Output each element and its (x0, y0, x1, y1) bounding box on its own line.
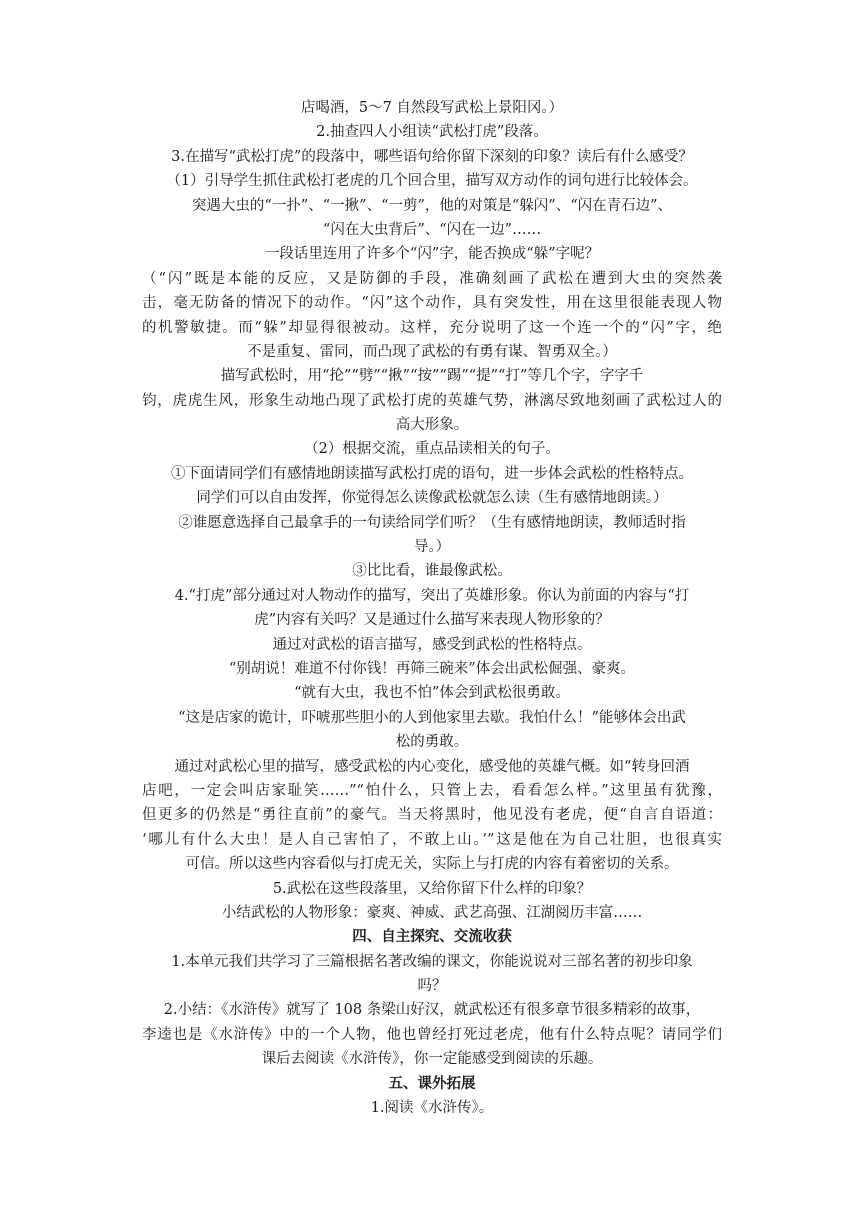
text-line: 吗？ (417, 978, 447, 995)
text-line: 小结武松的人物形象：豪爽、神威、武艺高强、江湖阅历丰富…… (221, 904, 643, 921)
text-line: 通过对武松心里的描写，感受武松的内心变化，感受他的英雄气概。如“转身回酒 (174, 758, 690, 775)
text-line: ‘哪儿有什么大虫！是人自己害怕了，不敢上山。’”这是他在为自己壮胆，也很真实 (142, 831, 722, 848)
text-line: 店吧，一定会叫店家耻笑……”“怕什么，只管上去，看看怎么样。”这里虽有犹豫， (142, 782, 722, 799)
document-page (142, 96, 722, 1120)
text-line: 店喝酒，5～7 自然段写武松上景阳冈。） (300, 100, 564, 116)
text-line: 2.小结：《水浒传》就写了 108 条梁山好汉，就武松还有很多章节很多精彩的故事， (163, 1002, 701, 1019)
text-line: 但更多的仍然是“勇往直前”的豪气。当天将黑时，他见没有老虎，便“自言自语道： (142, 807, 722, 824)
text-line: 李逵也是《水浒传》中的一个人物，他也曾经打死过老虎，他有什么特点呢？请同学们 (142, 1026, 722, 1043)
text-line: “就有大虫，我也不怕”体会到武松很勇敢。 (294, 685, 570, 702)
text-line: 2.抽查四人小组读“武松打虎”段落。 (316, 124, 548, 141)
text-line: 钧，虎虎生风，形象生动地凸现了武松打虎的英雄气势，淋漓尽致地刻画了武松过人的 (142, 392, 722, 409)
text-line: 导。） (413, 539, 451, 556)
text-line: 的机警敏捷。而“躲”却显得很被动。这样，充分说明了这一个连一个的“闪”字，绝 (142, 319, 722, 336)
text-line: 描写武松时，用“抡”“劈”“揪”“按”“踢”“提”“打”等几个字，字字千 (220, 368, 644, 385)
text-line: ②谁愿意选择自己最拿手的一句读给同学们听？（生有感情地朗读，教师适时指 (178, 514, 686, 531)
text-line: （“闪”既是本能的反应，又是防御的手段，准确刻画了武松在遭到大虫的突然袭 (142, 270, 722, 287)
text-line: （1）引导学生抓住武松打老虎的几个回合里，描写双方动作的词句进行比较体会。 (166, 173, 698, 190)
text-line: 1.本单元我们共学习了三篇根据名著改编的课文，你能说说对三部名著的初步印象 (171, 953, 693, 970)
text-line: 一段话里连用了许多个“闪”字，能否换成“躲”字呢？ (264, 246, 600, 263)
text-line: 松的勇敢。 (395, 734, 469, 751)
text-line: 虎”内容有关吗？又是通过什么描写来表现人物形象的？ (254, 612, 610, 629)
text-line: ①下面请同学们有感情地朗读描写武松打虎的语句，进一步体会武松的性格特点。 (171, 465, 693, 482)
text-line: 5.武松在这些段落里，又给你留下什么样的印象？ (272, 880, 592, 897)
text-line: 1.阅读《水浒传》。 (370, 1100, 494, 1117)
text-line: （2）根据交流，重点品读相关的句子。 (304, 441, 560, 458)
section-heading: 四、自主探究、交流收获 (352, 929, 512, 946)
text-line: 不是重复、雷同，而凸现了武松的有勇有谋、智勇双全。） (247, 343, 617, 360)
text-line: 击，毫无防备的情况下的动作。“闪”这个动作，具有突发性，用在这里很能表现人物 (142, 295, 722, 312)
text-line: 通过对武松的语言描写，感受到武松的性格特点。 (272, 636, 592, 653)
text-line: “闪在大虫背后”、“闪在一边”…… (322, 221, 542, 238)
text-line: 突遇大虫的“一扑”、“一揪”、“一剪”，他的对策是“躲闪”、“闪在青石边”、 (191, 197, 673, 214)
text-line: 课后去阅读《水浒传》，你一定能感受到阅读的乐趣。 (261, 1051, 603, 1068)
text-line: “这是店家的诡计，吓唬那些胆小的人到他家里去歇。我怕什么！”能够体会出武 (178, 709, 686, 726)
text-line: ③比比看，谁最像武松。 (352, 563, 512, 580)
text-line: 同学们可以自由发挥，你觉得怎么读像武松就怎么读（生有感情地朗读。） (196, 490, 668, 507)
text-line: 可信。所以这些内容看似与打虎无关，实际上与打虎的内容有着密切的关系。 (185, 856, 679, 873)
section-heading: 五、课外拓展 (388, 1075, 476, 1092)
text-line: 3.在描写“武松打虎”的段落中，哪些语句给你留下深刻的印象？读后有什么感受？ (171, 148, 693, 165)
text-line: “别胡说！难道不付你钱！再筛三碗来”体会出武松倔强、豪爽。 (228, 660, 636, 677)
text-line: 4.“打虎”部分通过对人物动作的描写，突出了英雄形象。你认为前面的内容与“打 (174, 587, 690, 604)
text-line: 高大形象。 (395, 417, 469, 434)
